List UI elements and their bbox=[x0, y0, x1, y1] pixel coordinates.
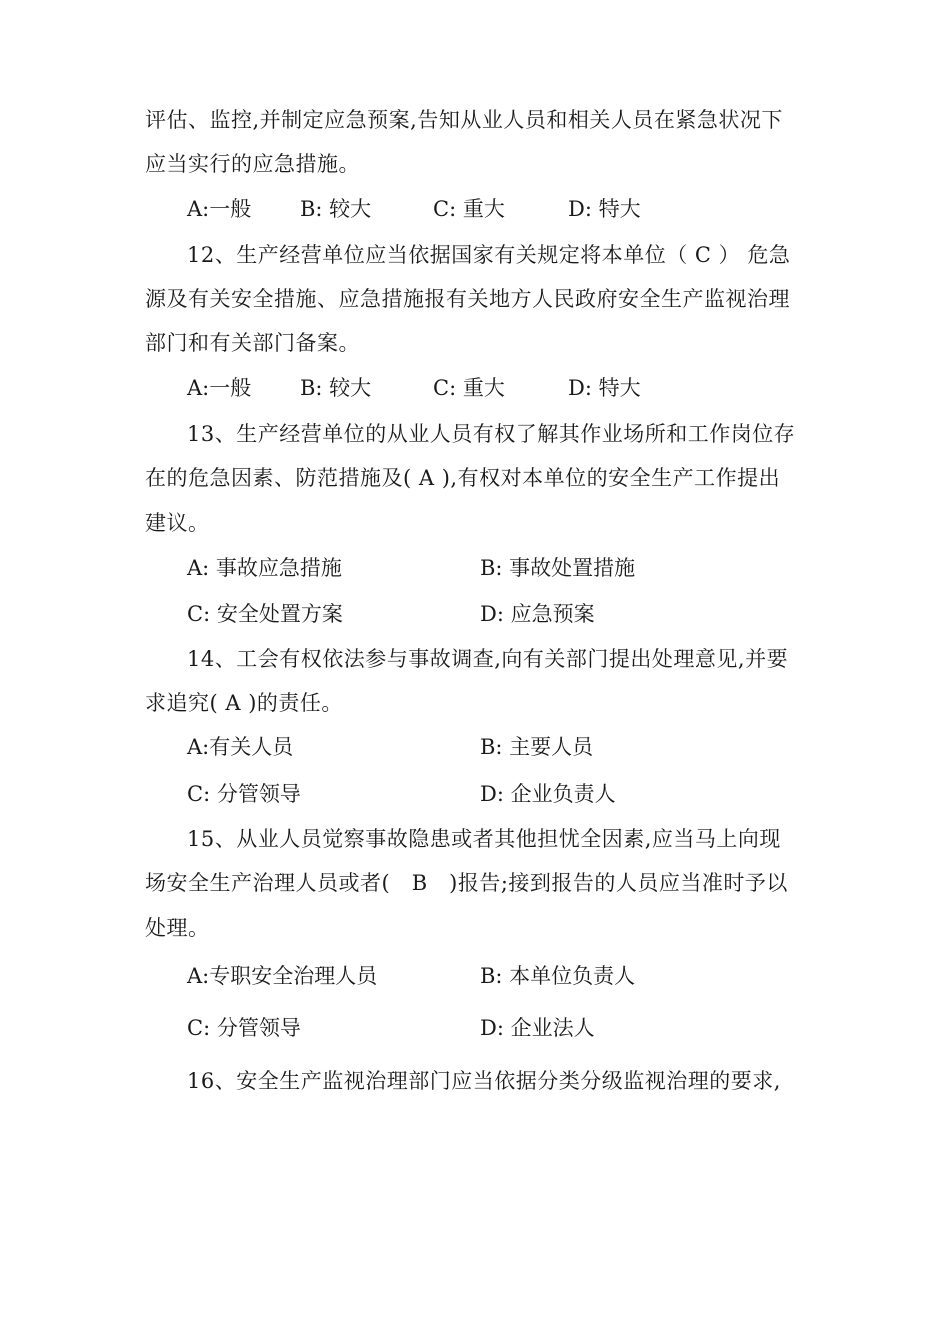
q15-text-line-1: 15、从业人员觉察事故隐患或者其他担忧全因素,应当马上向现 bbox=[187, 827, 781, 851]
q13-text-line-3: 建议。 bbox=[145, 511, 210, 535]
q14-option-d: D: 企业负责人 bbox=[480, 782, 616, 806]
q12-option-a: A:一般 bbox=[187, 376, 252, 400]
q15-option-c: C: 分管领导 bbox=[187, 1016, 301, 1040]
q11-option-b: B: 较大 bbox=[300, 197, 372, 221]
q14-option-c: C: 分管领导 bbox=[187, 782, 301, 806]
q15-option-a: A:专职安全治理人员 bbox=[187, 964, 378, 988]
q13-option-b: B: 事故处置措施 bbox=[480, 556, 636, 580]
q11-option-c: C: 重大 bbox=[433, 197, 505, 221]
q14-text-line-1: 14、工会有权依法参与事故调查,向有关部门提出处理意见,并要 bbox=[187, 647, 789, 671]
q14-text-line-2: 求追究( A )的责任。 bbox=[145, 691, 343, 715]
q12-option-b: B: 较大 bbox=[300, 376, 372, 400]
q13-text-line-1: 13、生产经营单位的从业人员有权了解其作业场所和工作岗位存 bbox=[187, 422, 796, 446]
q15-option-d: D: 企业法人 bbox=[480, 1016, 595, 1040]
q11-text-line-2: 应当实行的应急措施。 bbox=[145, 152, 360, 176]
q14-option-b: B: 主要人员 bbox=[480, 735, 594, 759]
q13-option-c: C: 安全处置方案 bbox=[187, 602, 343, 626]
q15-option-b: B: 本单位负责人 bbox=[480, 964, 636, 988]
q12-text-line-1: 12、生产经营单位应当依据国家有关规定将本单位（ C ） 危急 bbox=[187, 243, 791, 267]
q14-option-a: A:有关人员 bbox=[187, 735, 294, 759]
q13-text-line-2: 在的危急因素、防范措施及( A ),有权对本单位的安全生产工作提出 bbox=[145, 466, 781, 490]
q15-text-line-3: 处理。 bbox=[145, 916, 210, 940]
q11-option-d: D: 特大 bbox=[568, 197, 641, 221]
q12-text-line-2: 源及有关安全措施、应急措施报有关地方人民政府安全生产监视治理 bbox=[145, 287, 790, 311]
q12-option-d: D: 特大 bbox=[568, 376, 641, 400]
q13-option-d: D: 应急预案 bbox=[480, 602, 595, 626]
q16-text-line-1: 16、安全生产监视治理部门应当依据分类分级监视治理的要求, bbox=[187, 1069, 781, 1093]
q11-option-a: A:一般 bbox=[187, 197, 252, 221]
q15-text-line-2: 场安全生产治理人员或者( B )报告;接到报告的人员应当准时予以 bbox=[145, 871, 788, 895]
q11-text-line-1: 评估、监控,并制定应急预案,告知从业人员和相关人员在紧急状况下 bbox=[145, 108, 783, 132]
q13-option-a: A: 事故应急措施 bbox=[187, 556, 342, 580]
q12-option-c: C: 重大 bbox=[433, 376, 505, 400]
q12-text-line-3: 部门和有关部门备案。 bbox=[145, 331, 360, 355]
